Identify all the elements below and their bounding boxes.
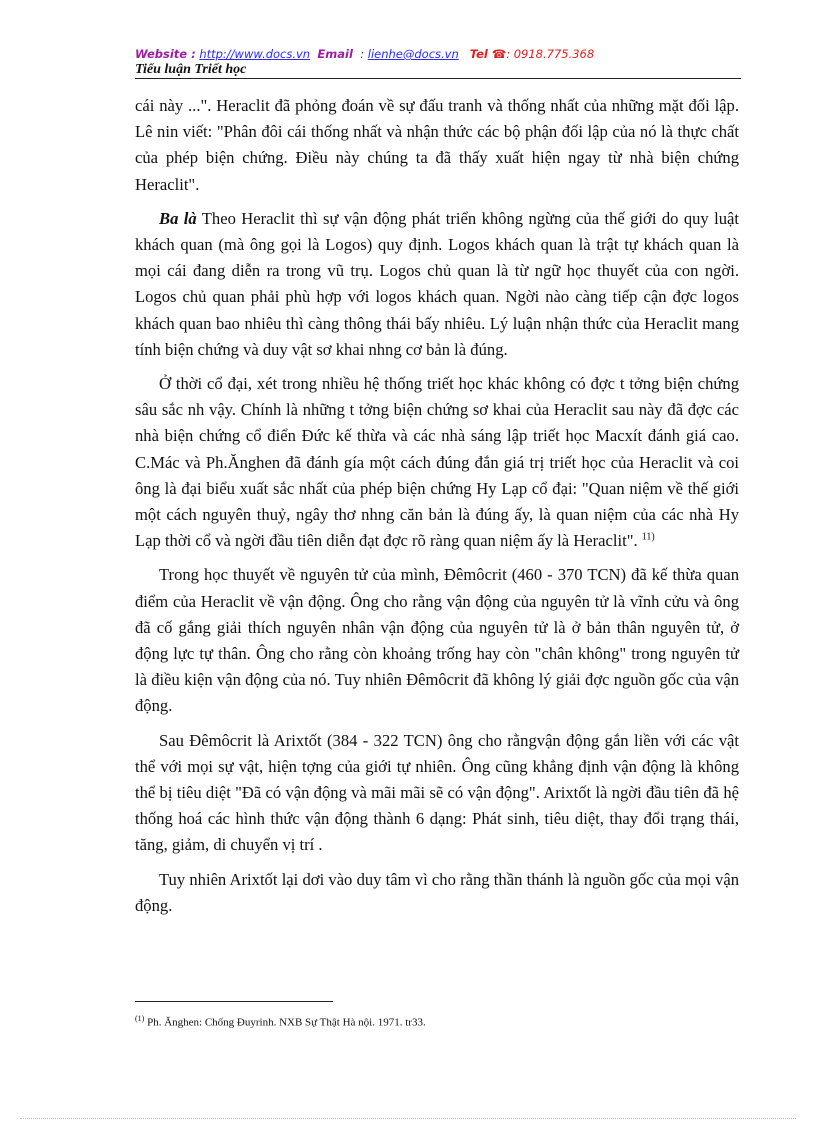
paragraph-1 (135, 93, 739, 198)
paragraph-text: cái này ...". Heraclit đã phỏng đoán về sự đấu tranh và thống nhất của những mặt đối lập. Lê nin viết: "Phân đôi cái thống nhất và nhận thức các bộ phận đối lập của nó là thực chất của phép biện chứng. Điều này chúng ta đã thấy xuất hiện ngay từ nhà biện chứng Heraclit". (135, 96, 739, 194)
page-bottom-border (20, 1118, 796, 1119)
tel-value: : 0918.775.368 (506, 47, 595, 61)
paragraph-3 (135, 371, 739, 554)
paragraph-2 (135, 206, 739, 363)
paragraph-text: Tuy nhiên Arixtốt lại dơi vào duy tâm vì cho rằng thần thánh là nguồn gốc của mọi vận động. (135, 869, 739, 915)
document-body (135, 93, 739, 927)
footnote-divider (135, 1001, 333, 1002)
footnote-text: Ph. Ănghen: Chống Đuyrinh. NXB Sự Thật Hà nội. 1971. tr33. (144, 1016, 426, 1029)
website-label: Website : (135, 47, 196, 61)
header-subtitle: Tiểu luận Triết học (135, 62, 741, 79)
email-label: Email (317, 47, 353, 61)
email-link[interactable]: lienhe@docs.vn (367, 47, 459, 61)
paragraph-text: Theo Heraclit thì sự vận động phát triển không ngừng của thế giới do quy luật khách quan (mà ông gọi là Logos) quy định. Logos khách quan là trật tự khách quan là mọi cái đang diễn ra trong vũ trụ. Logos chủ quan là từ ngữ học thuyết của con ngời. Logos chủ quan phải phù hợp với logos khách quan. Ngời nào càng tiếp cận đợc logos khách quan bao nhiêu thì càng thông thái bấy nhiêu. Lý luận nhận thức của Heraclit mang tính biện chứng và duy vật sơ khai nhng cơ bản là đúng. (135, 208, 739, 359)
tel-label: Tel ☎ (469, 47, 507, 61)
footnote-reference[interactable]: 11) (641, 531, 655, 543)
paragraph-text: Trong học thuyết về nguyên tử của mình, Đêmôcrit (460 - 370 TCN) đã kế thừa quan điểm của Heraclit về vận động. Ông cho rằng vận động của nguyên tử là vĩnh cửu và ông đã cố gắng giải thích nguyên nhân vận động của nguyên tử là ở bản thân nguyên tử, ở động lực tự thân. Ông cho rằng còn khoảng trống hay còn "chân không" trong nguyên tử là điều kiện vận động của nó. Tuy nhiên Đêmôcrit đã không lý giải đợc nguồn gốc của vận động. (135, 565, 739, 716)
page-header (135, 46, 741, 79)
paragraph-lead: Ba là (159, 208, 197, 228)
paragraph-5 (135, 728, 739, 859)
footnote-mark: (1) (135, 1014, 145, 1023)
paragraph-text: Sau Đêmôcrit là Arixtốt (384 - 322 TCN) ông cho rằngvận động gắn liền với các vật thể với mọi sự vật, hiện tợng của giới tự nhiên. Ông cũng khẳng định vận động là không thể bị tiêu diệt "Đã có vận động và mãi mãi sẽ có vận động". Arixtốt là ngời đầu tiên đã hệ thống hoá các hình thức vận động thành 6 dạng: Phát sinh, tiêu diệt, thay đổi trạng thái, tăng, giảm, di chuyển vị trí . (135, 730, 739, 855)
paragraph-6 (135, 867, 739, 919)
paragraph-text: Ở thời cổ đại, xét trong nhiều hệ thống triết học khác không có đợc t tởng biện chứng sâu sắc nh vậy. Chính là những t tởng biện chứng sơ khai của Heraclit sau này đã đợc các nhà biện chứng cổ điển Đức kế thừa và các nhà sáng lập triết học Macxít đánh giá cao. C.Mác và Ph.Ănghen đã đánh gía một cách đúng đắn giá trị triết học của Heraclit và coi ông là đại biểu xuất sắc nhất của phép biện chứng Hy Lạp cổ đại: "Quan niệm về thế giới một cách nguyên thuỷ, ngây thơ nhng căn bản là đúng ấy, là quan niệm của các nhà Hy Lạp thời cổ và ngời đầu tiên diễn đạt đợc rõ ràng quan niệm ấy là Heraclit". (135, 374, 739, 551)
website-link[interactable]: http://www.docs.vn (199, 47, 311, 61)
email-separator: : (360, 47, 365, 61)
footnote (135, 1014, 426, 1029)
paragraph-4 (135, 562, 739, 719)
header-contact-line (135, 46, 741, 62)
